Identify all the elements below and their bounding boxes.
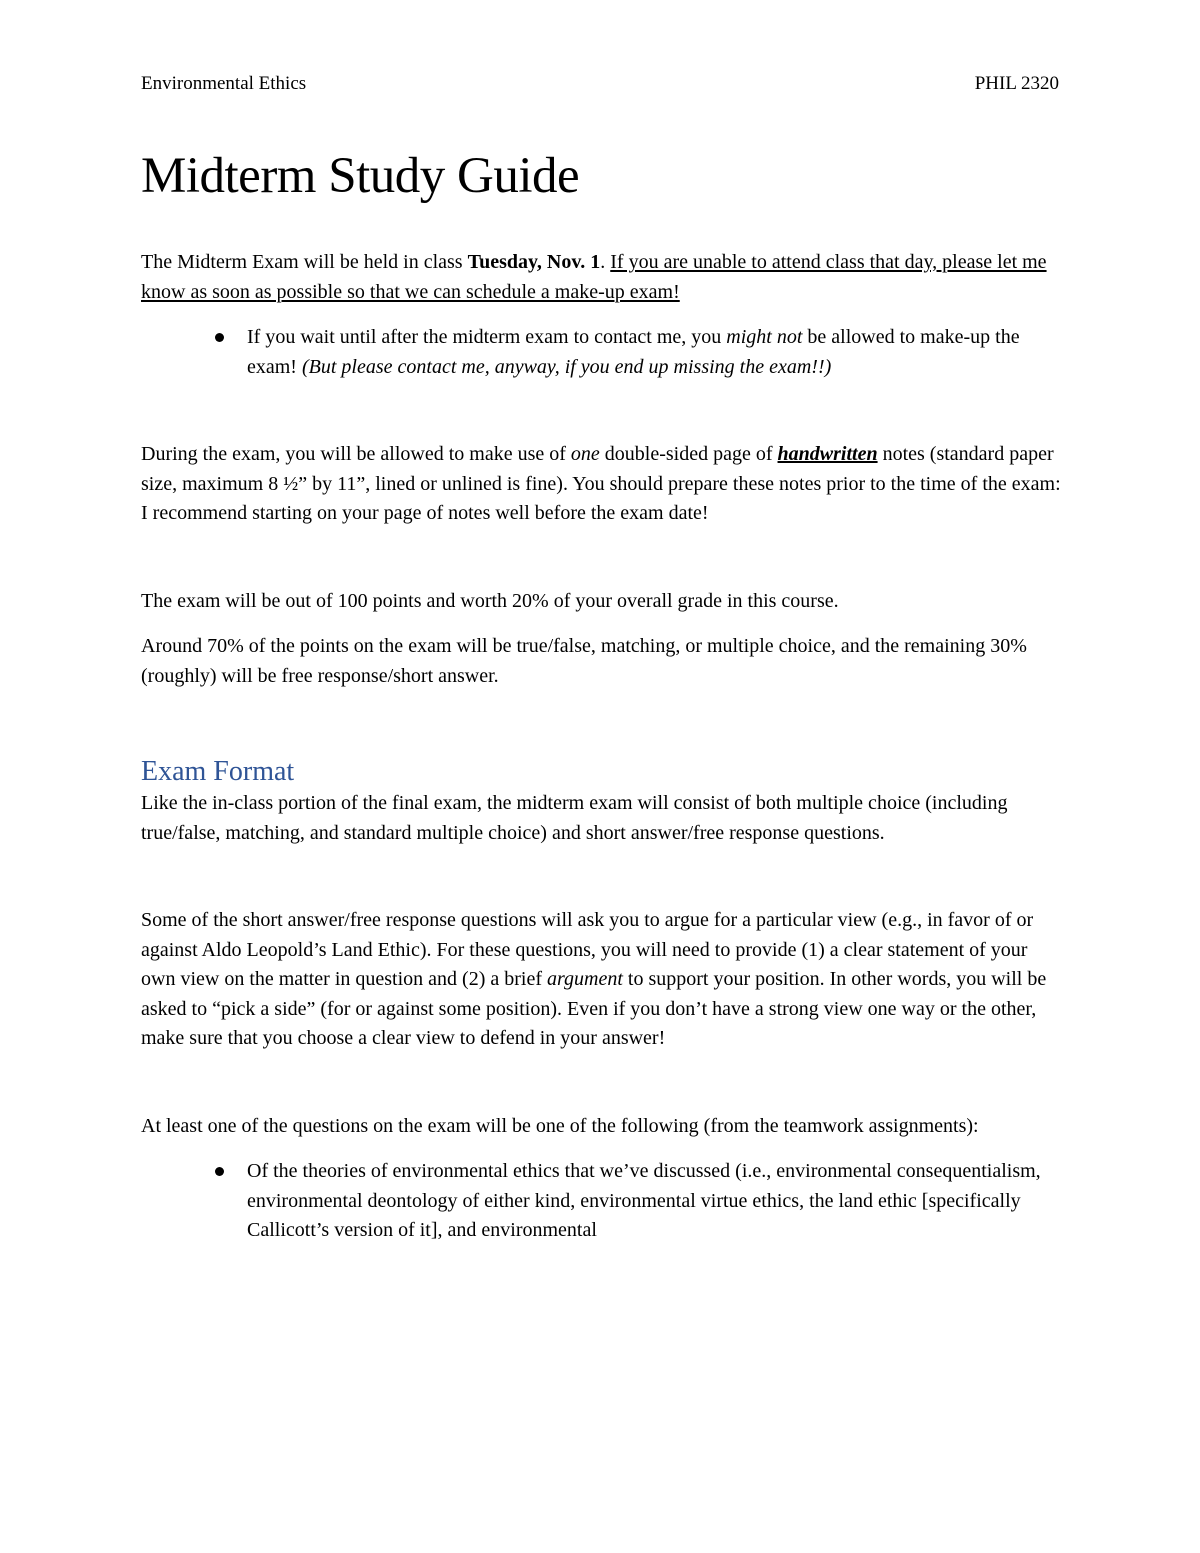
document-body	[141, 146, 1061, 1246]
notes-text-2: double-sided page of	[599, 443, 778, 465]
exam-format-paragraph-3: At least one of the questions on the exam will be one of the following (from the teamwork assignments):	[141, 1114, 979, 1137]
exam-format-paragraph-2	[141, 906, 1061, 1054]
exam-format-paragraph-1: Like the in-class portion of the final exam, the midterm exam will consist of both multiple choice (including true/false, matching, and standard multiple choice) and short answer/free response questions.	[141, 792, 1008, 844]
para2-argument: argument	[547, 968, 623, 990]
breakdown-paragraph: Around 70% of the points on the exam will be true/false, matching, or multiple choice, and the remaining 30% (roughly) will be free response/short answer.	[141, 635, 1027, 687]
notes-text-3: notes (standard paper size, maximum 8 ½” by 11”, lined or unlined is fine). You should prepare these notes prior to the time of the exam: I recommend starting on your page of notes well before the exam date!	[141, 443, 1061, 524]
exam-format-heading: Exam Format	[141, 756, 295, 787]
bullet-emphasis: might not	[726, 326, 803, 348]
teamwork-question-list	[141, 1157, 1061, 1246]
notes-handwritten: handwritten	[777, 443, 878, 465]
intro-text-2: .	[600, 251, 611, 273]
exam-date: Tuesday, Nov. 1	[467, 251, 601, 273]
notes-text-1: During the exam, you will be allowed to make use of	[141, 443, 571, 465]
para2-text-2: to support your position. In other words, you will be asked to “pick a side” (for or against some position). Even if you don’t have a strong view one way or the other, make sure that you choose a clear view to defend in your answer!	[141, 968, 1047, 1049]
bullet-icon	[215, 333, 224, 342]
notes-one: one	[570, 443, 600, 465]
course-code: PHIL 2320	[974, 73, 1059, 94]
teamwork-bullet-text: Of the theories of environmental ethics that we’ve discussed (i.e., environmental consequentialism, environmental deontology of either kind, environmental virtue ethics, the land ethic [specifically Callicott’s version of it], and environmental	[247, 1160, 1041, 1241]
list-item	[247, 323, 1061, 382]
makeup-notice: If you are unable to attend class that day, please let me know as soon as possible so that we can schedule a make-up exam!	[141, 251, 1047, 303]
points-paragraph: The exam will be out of 100 points and worth 20% of your overall grade in this course.	[141, 589, 839, 612]
intro-paragraph	[141, 248, 1061, 307]
bullet-text-2: be allowed to make-up the exam!	[247, 326, 1020, 378]
page-title: Midterm Study Guide	[141, 148, 580, 204]
intro-text-1: The Midterm Exam will be held in class	[141, 251, 468, 273]
makeup-bullet-list	[141, 323, 1061, 382]
page-header	[141, 70, 1059, 98]
bullet-icon	[215, 1167, 224, 1176]
bullet-aside: (But please contact me, anyway, if you end up missing the exam!!)	[301, 355, 832, 378]
para2-text-1: Some of the short answer/free response questions will ask you to argue for a particular view (e.g., in favor of or against Aldo Leopold’s Land Ethic). For these questions, you will need to provide (1) a clear statement of your own view on the matter in question and (2) a brief	[141, 909, 1034, 990]
bullet-text-1: If you wait until after the midterm exam to contact me, you	[247, 326, 727, 348]
notes-paragraph	[141, 440, 1061, 529]
course-name: Environmental Ethics	[141, 73, 307, 94]
list-item	[247, 1157, 1061, 1246]
